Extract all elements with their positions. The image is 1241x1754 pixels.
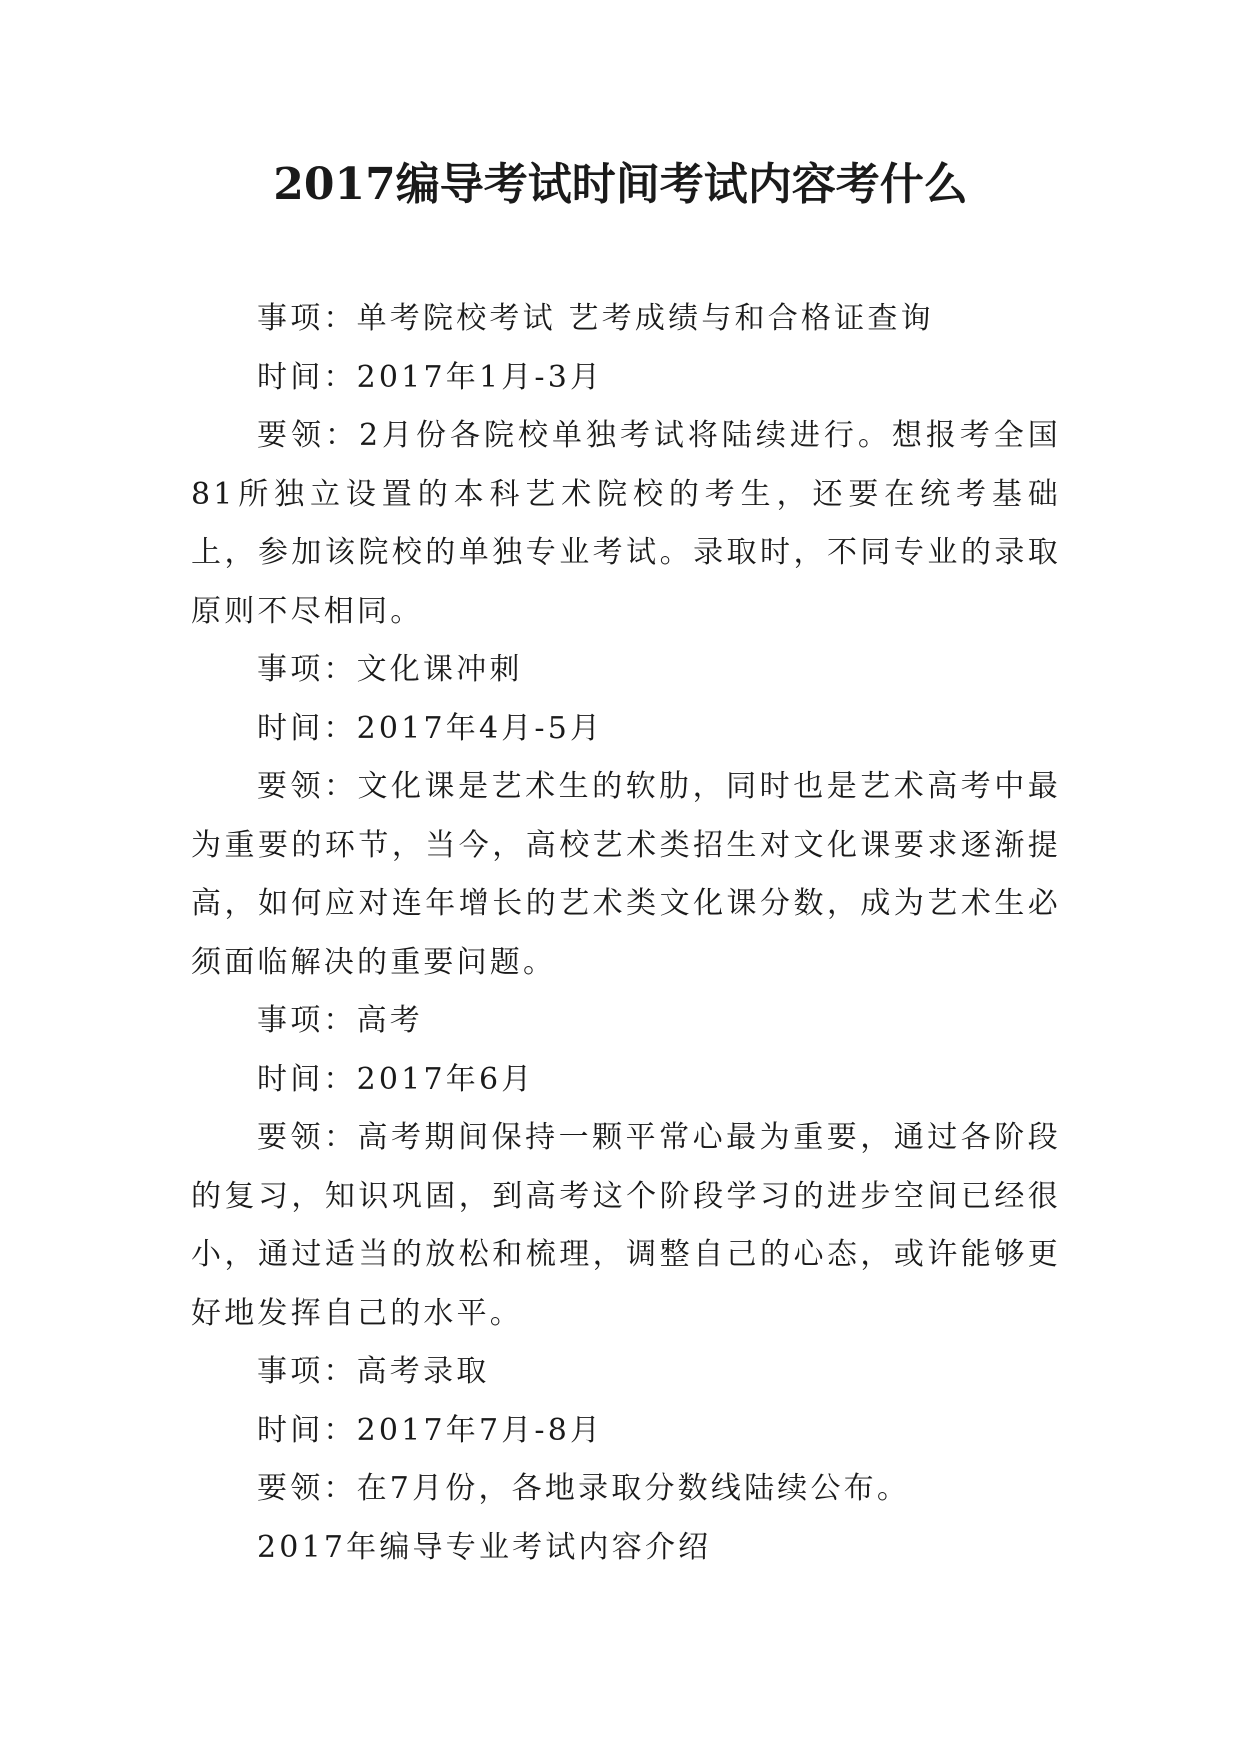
item-3-time: 时间：2017年6月 (257, 1061, 535, 1097)
item-2-heading: 事项：文化课冲刺 (257, 652, 523, 687)
item-4-time: 时间：2017年7月-8月 (257, 1412, 604, 1448)
item-2-key-points: 要领：文化课是艺术生的软肋，同时也是艺术高考中最为重要的环节，当今，高校艺术类招生对文化课要求逐渐提高，如何应对连年增长的艺术类文化课分数，成为艺术生必须面临解决的重要问题。 (191, 769, 1061, 980)
item-1-key-points: 要领：2月份各院校单独考试将陆续进行。想报考全国81所独立设置的本科艺术院校的考生，还要在统考基础上，参加该院校的单独专业考试。录取时，不同专业的录取原则不尽相同。 (191, 418, 1061, 629)
document-title: 2017编导考试时间考试内容考什么 (273, 159, 968, 210)
section-heading: 2017年编导专业考试内容介绍 (257, 1529, 712, 1565)
item-1-time: 时间：2017年1月-3月 (257, 359, 604, 395)
item-3-heading: 事项：高考 (257, 1003, 423, 1038)
item-3-key-points: 要领：高考期间保持一颗平常心最为重要，通过各阶段的复习，知识巩固，到高考这个阶段学习的进步空间已经很小，通过适当的放松和梳理，调整自己的心态，或许能够更好地发挥自己的水平。 (191, 1120, 1061, 1331)
item-2-time: 时间：2017年4月-5月 (257, 710, 604, 746)
document-body (191, 290, 1061, 1577)
item-4-heading: 事项：高考录取 (257, 1354, 490, 1389)
item-4-key-points: 要领：在7月份，各地录取分数线陆续公布。 (257, 1471, 911, 1506)
item-1-heading: 事项：单考院校考试 艺考成绩与和合格证查询 (257, 301, 934, 336)
